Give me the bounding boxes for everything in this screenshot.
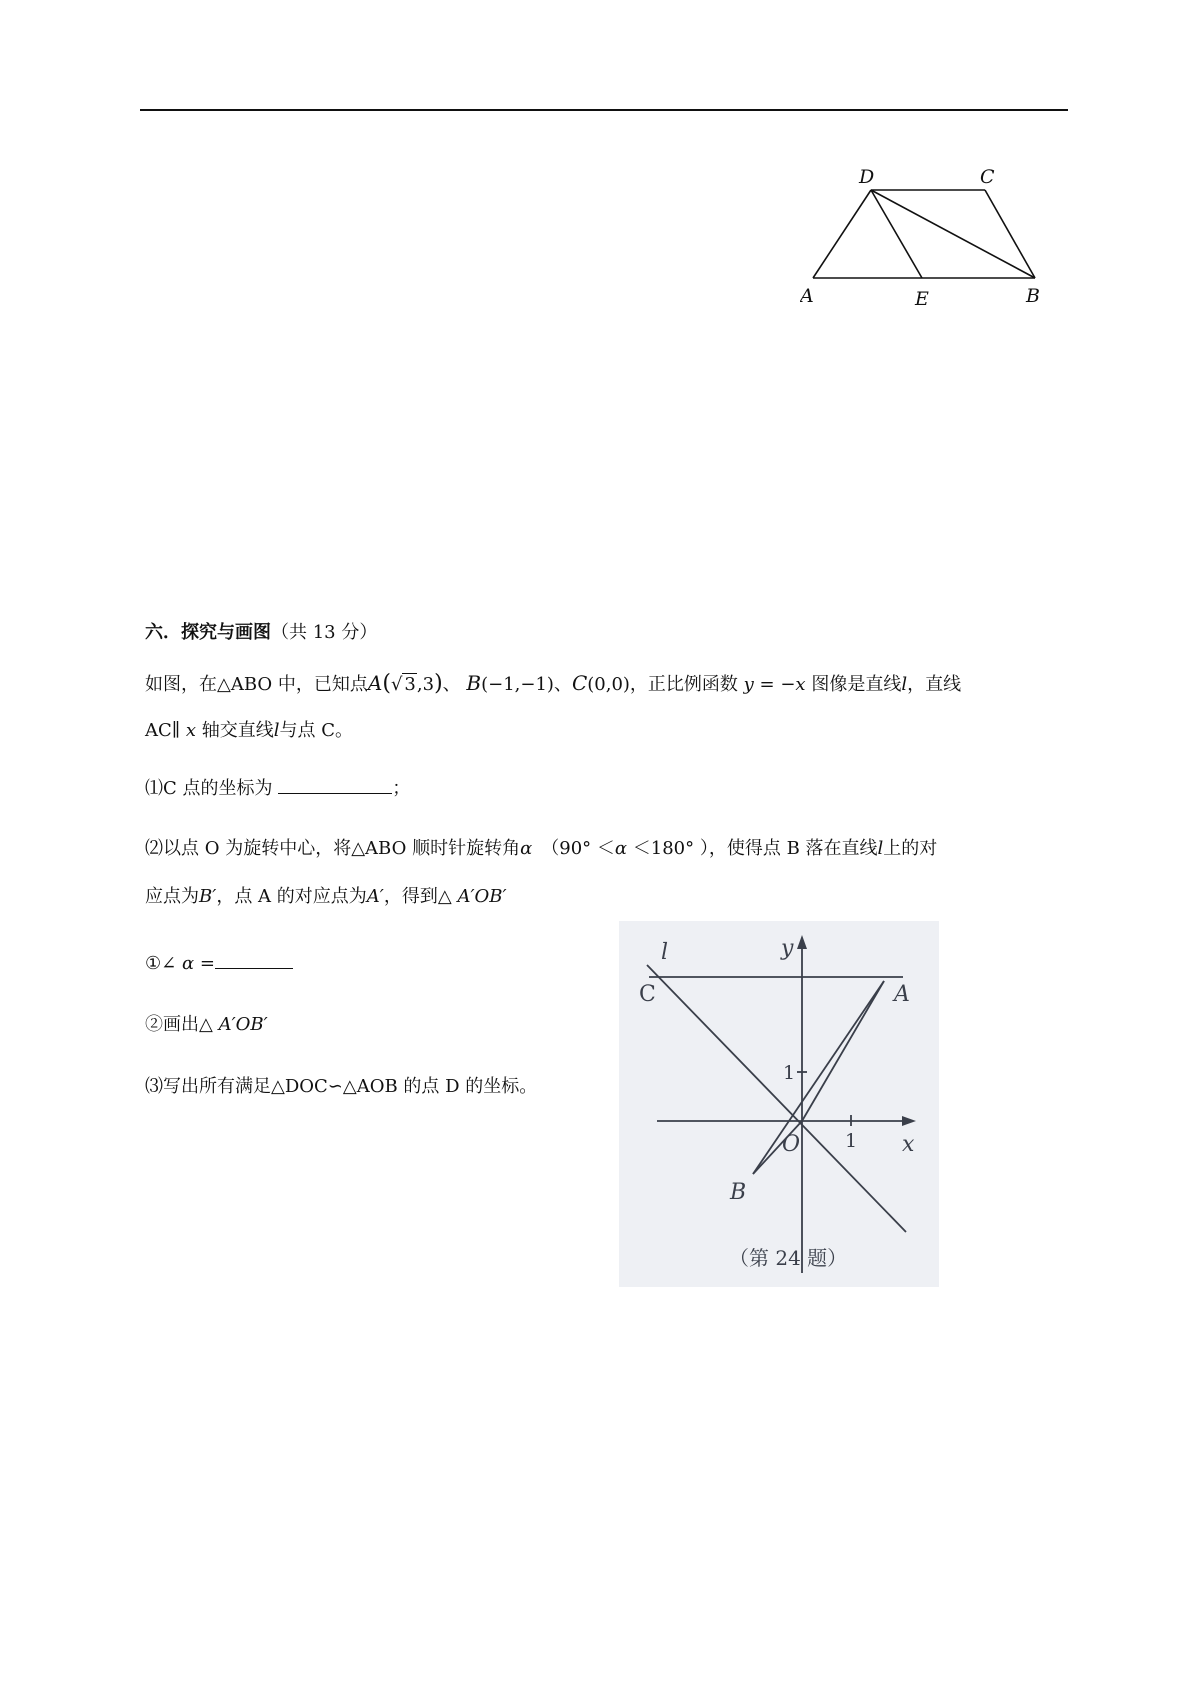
point-label-c: C: [980, 166, 995, 188]
tick-label-x: 1: [845, 1130, 858, 1152]
point-label-b-fig: B: [730, 1180, 747, 1205]
header-rule: [140, 109, 1068, 111]
trapezoid-figure: [800, 165, 1060, 315]
question-1: ⑴C 点的坐标为 ；: [145, 775, 410, 802]
point-label-d: D: [859, 166, 875, 188]
sub-question-2: ②画出△ A′OB′: [145, 1014, 268, 1035]
point-label-a-fig: A: [894, 982, 910, 1007]
question-2-line-1: ⑵以点 O 为旋转中心，将△ABO 顺时针旋转角α （90° ＜α ＜180° ），使得点 B 落在直线l上的对: [145, 838, 938, 859]
section-heading: [145, 620, 377, 646]
line-label-l: l: [661, 940, 669, 965]
problem-line-2: AC∥ x 轴交直线l与点 C。: [145, 720, 353, 741]
section-number: 六．: [145, 622, 181, 643]
section-title: 探究与画图: [181, 622, 271, 643]
problem-line-1: 如图，在△ABO 中，已知点A(√ 3,3)、 B(−1,−1)、C(0,0)，正比例函数 y = −x 图像是直线l，直线: [145, 671, 962, 696]
point-label-e: E: [915, 288, 929, 310]
answer-blank-alpha: [215, 950, 293, 969]
coordinate-figure: [619, 921, 939, 1287]
question-3: ⑶写出所有满足△DOC∽△AOB 的点 D 的坐标。: [145, 1076, 538, 1097]
point-label-c-fig: C: [639, 982, 656, 1007]
answer-blank-c: [278, 775, 392, 794]
point-label-b: B: [1026, 285, 1040, 307]
sub-question-1: ①∠ α =: [145, 950, 293, 977]
origin-label: O: [782, 1132, 801, 1157]
tick-label-y: 1: [783, 1062, 796, 1084]
axis-label-y: y: [781, 936, 794, 961]
segment-ad: [813, 190, 871, 278]
point-label-a: A: [800, 285, 814, 307]
question-2-line-2: 应点为B′，点 A 的对应点为A′，得到△ A′OB′: [145, 886, 507, 907]
figure-caption: （第 24 题）: [729, 1246, 848, 1270]
section-score: （共 13 分）: [271, 622, 378, 643]
axis-label-x: x: [902, 1132, 915, 1157]
figure-background: [619, 921, 939, 1287]
